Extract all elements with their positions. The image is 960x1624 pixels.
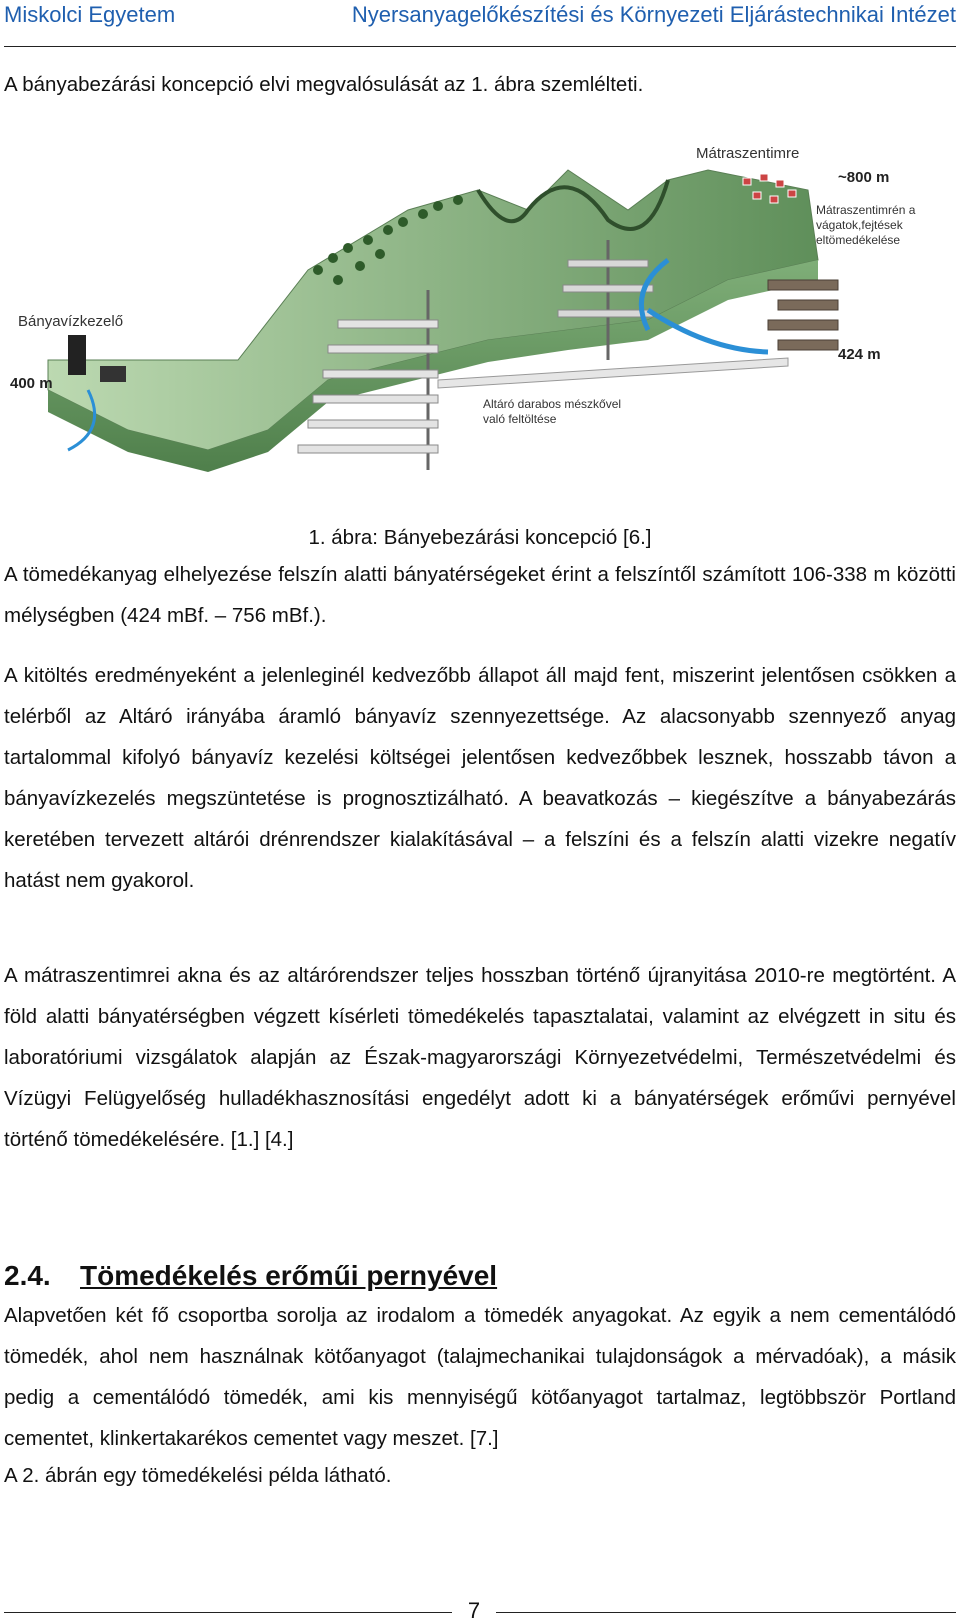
section-title: Tömedékelés erőműi pernyével: [80, 1260, 498, 1291]
label-elev-800: ~800 m: [838, 169, 890, 186]
header-university: Miskolci Egyetem: [4, 2, 176, 27]
label-note-3: eltömedékelése: [816, 233, 901, 247]
paragraph-reopening: A mátraszentimrei akna és az altárórendszer teljes hosszban történő újranyitása 2010-re megtörtént. A föld alatti bányatérségben végzett kísérleti tömedékelés tapasztalatai, valamint az elvégzett in situ és laboratóriumi vizsgálatok alapján az Észak-magyarországi Környezetvédelmi, Természetvédelmi és Vízügyi Felügyelőség hulladékhasznosítási engedélyt adott ki a bányatérségek erőművi pernyével történő tömedékelésére. [1.] [4.]: [4, 964, 956, 1151]
label-treatment: Bányavízkezelő: [18, 313, 124, 330]
paragraph-fill-types: Alapvetően két fő csoportba sorolja az irodalom a tömedék anyagokat. Az egyik a nem cementálódó tömedék, ahol nem használnak kötőanyagot (talajmechanikai tulajdonságok a mérvadóak), a másik pedig a cementálódó tömedék, ami kis mennyiségű kötőanyagot tartalmaz, legtöbbször Portland cementet, klinkertakarékos cementet vagy meszet. [7.]: [4, 1304, 956, 1450]
label-elev-400: 400 m: [10, 375, 53, 392]
header-institute: Nyersanyagelőkészítési és Környezeti Eljárástechnikai Intézet: [351, 2, 956, 27]
section-heading: [4, 1260, 497, 1292]
adit-fill: [438, 358, 788, 388]
galleries-right: [768, 280, 838, 350]
label-fill-1: Altáró darabos mészkővel: [483, 397, 622, 411]
label-elev-424: 424 m: [838, 346, 881, 363]
label-matraszentimre: Mátraszentimre: [696, 145, 800, 162]
paragraph-last: A 2. ábrán egy tömedékelési példa látható.: [4, 1464, 392, 1487]
label-note-2: vágatok,fejtések: [816, 218, 903, 232]
paragraph-result: A kitöltés eredményeként a jelenleginél kedvezőbb állapot áll majd fent, miszerint jelentősen csökken a telérből az Altáró irányába áramló bányavíz szennyezettsége. Az alacsonyabb szennyező anyag tartalommal kifolyó bányavíz kezelési költségei jelentősen kedvezőbbek lesznek, hosszabb távon a bányavízkezelés megszüntetése is prognosztizálható. A beavatkozás – kiegészítve a bányabezárás keretében tervezett altárói drénrendszer kialakításával – a felszíni és a felszín alatti vizekre negatív hatást nem gyakorol.: [4, 664, 956, 892]
footer-line-right: [496, 1612, 956, 1613]
section-number: 2.4.: [4, 1260, 51, 1291]
page-number: 7: [467, 1598, 481, 1623]
page-header: [4, 0, 956, 47]
paragraph-depth: A tömedékanyag elhelyezése felszín alatti bányatérségeket érint a felszíntől számított 106-338 m közötti mélységben (424 mBf. – 756 mBf.).: [4, 563, 956, 627]
figure-caption: 1. ábra: Bányebezárási koncepció [6.]: [308, 526, 652, 549]
label-fill-2: való feltöltése: [483, 412, 557, 426]
mine-closure-figure: [8, 130, 948, 510]
treatment-building: [68, 335, 86, 375]
label-note-1: Mátraszentimrén a: [816, 203, 916, 217]
intro-paragraph: A bányabezárási koncepció elvi megvalósulását az 1. ábra szemlélteti.: [4, 73, 644, 96]
footer-line-left: [4, 1612, 452, 1613]
